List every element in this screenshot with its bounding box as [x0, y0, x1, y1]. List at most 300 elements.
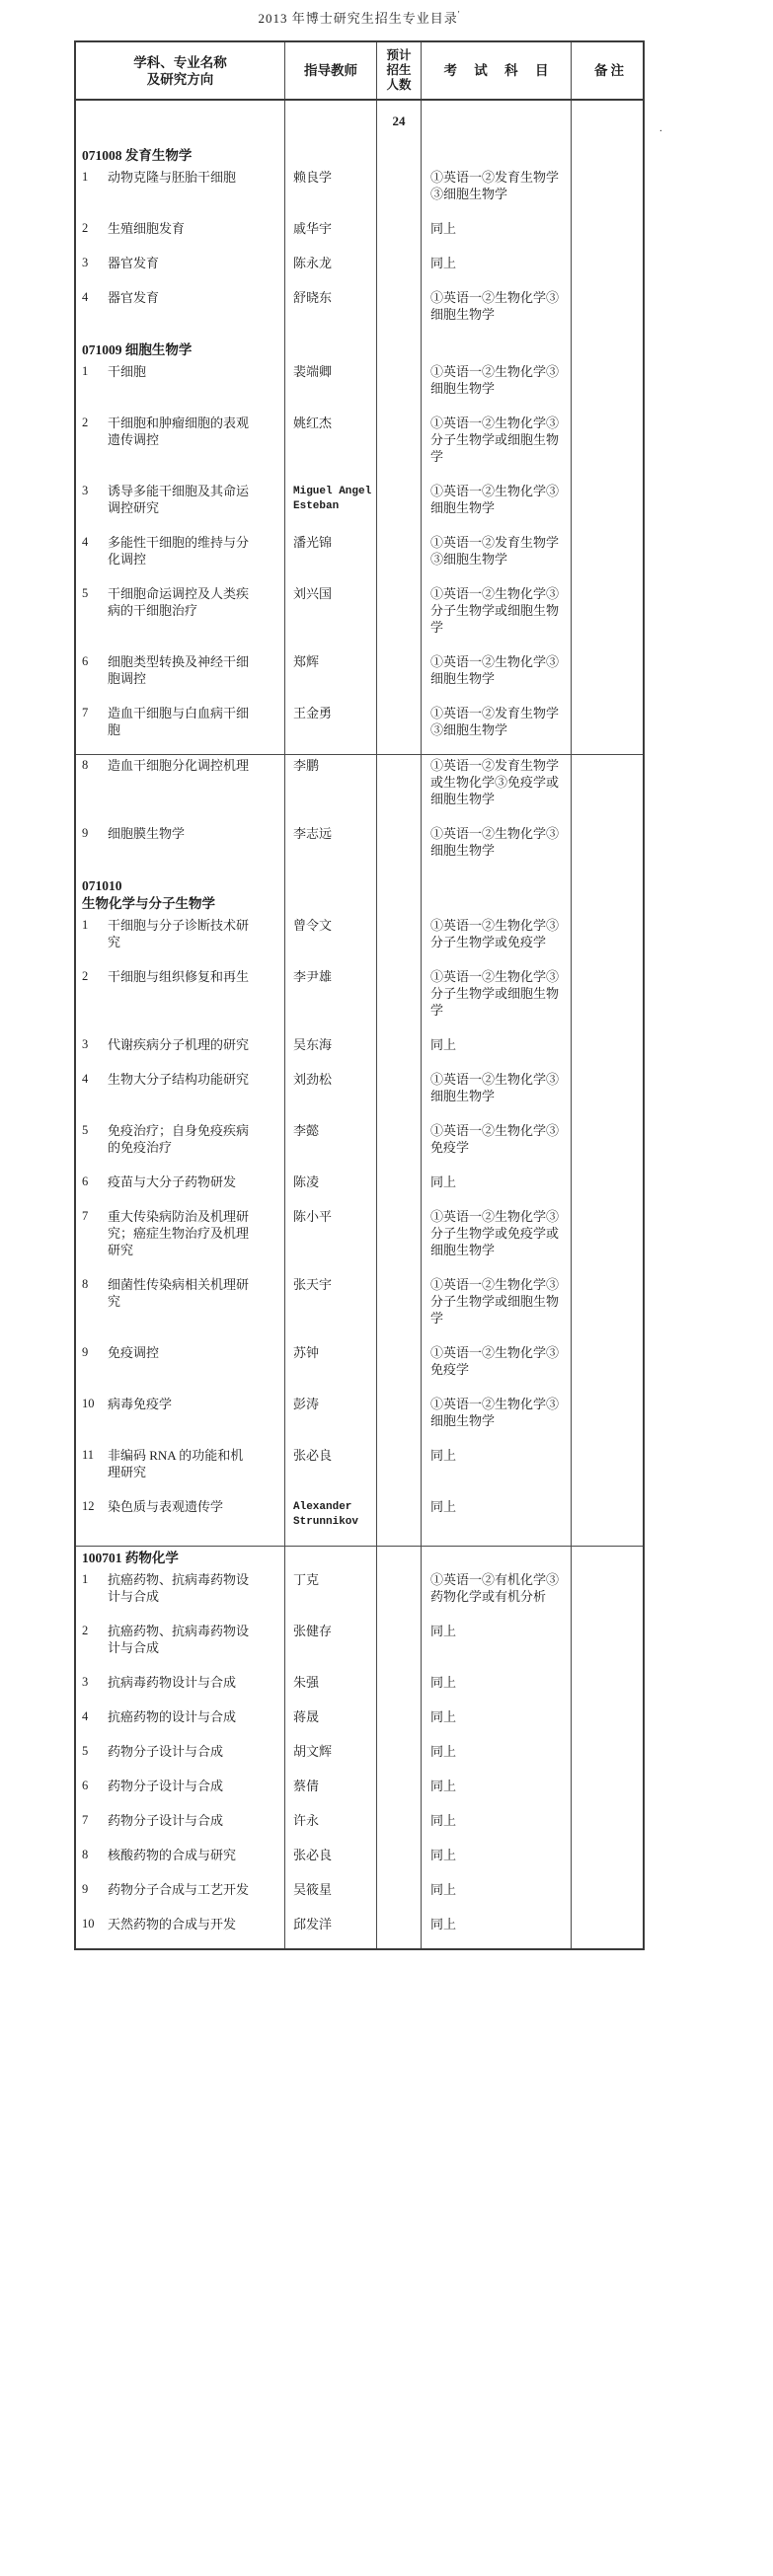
quota-cell — [377, 253, 422, 287]
advisor-cell: 李懿 — [285, 1120, 377, 1172]
exam-text: ①英语一②发育生物学或生物化学③免疫学或细胞生物学 — [430, 758, 560, 806]
header-subject — [76, 42, 285, 99]
direction-number: 9 — [82, 1345, 89, 1359]
notes-cell — [572, 1810, 647, 1845]
notes-cell — [572, 481, 647, 532]
exam-cell — [422, 1706, 572, 1741]
direction-text: 细胞膜生物学 — [108, 826, 186, 841]
empty-cell — [422, 339, 572, 361]
direction-cell — [76, 823, 285, 874]
direction-text: 非编码 RNA 的功能和机理研究 — [108, 1448, 244, 1479]
direction-number: 6 — [82, 1174, 89, 1188]
direction-text: 生殖细胞发育 — [108, 221, 186, 236]
quota-cell — [377, 1172, 422, 1206]
direction-number: 2 — [82, 1624, 89, 1637]
admissions-table — [74, 40, 645, 1950]
empty-cell — [377, 1547, 422, 1569]
notes-cell — [572, 413, 647, 481]
direction-number: 5 — [82, 1123, 89, 1137]
exam-text: 同上 — [430, 1813, 457, 1828]
notes-cell — [572, 1274, 647, 1342]
notes-cell — [572, 1879, 647, 1914]
direction-cell — [76, 287, 285, 339]
direction-number: 1 — [82, 364, 89, 378]
advisor-cell: 吴东海 — [285, 1034, 377, 1069]
notes-cell — [572, 1172, 647, 1206]
direction-number: 4 — [82, 290, 89, 304]
quota-cell — [377, 1394, 422, 1445]
direction-number: 9 — [82, 1882, 89, 1896]
quota-cell — [377, 287, 422, 339]
direction-text: 抗病毒药物设计与合成 — [108, 1675, 237, 1690]
direction-text: 抗癌药物、抗病毒药物设计与合成 — [108, 1624, 250, 1655]
exam-cell — [422, 1496, 572, 1546]
empty-cell — [285, 144, 377, 167]
direction-text: 造血干细胞与白血病干细胞 — [108, 706, 250, 737]
advisor-cell: Alexander Strunnikov — [285, 1496, 377, 1546]
header-subject-line1: 学科、专业名称 — [133, 54, 227, 70]
notes-cell — [572, 966, 647, 1034]
section-title-line: 生物化学与分子生物学 — [82, 896, 215, 911]
exam-text: 同上 — [430, 1709, 457, 1724]
notes-cell — [572, 361, 647, 413]
exam-cell — [422, 1342, 572, 1394]
header-advisor-label: 指导教师 — [304, 63, 357, 78]
notes-cell — [572, 1069, 647, 1120]
exam-text: ①英语一②生物化学③分子生物学或细胞生物学 — [430, 969, 560, 1018]
advisor-cell: 王金勇 — [285, 703, 377, 754]
notes-cell — [572, 1206, 647, 1274]
exam-text: ①英语一②有机化学③药物化学或有机分析 — [430, 1572, 560, 1604]
advisor-cell: 张必良 — [285, 1445, 377, 1496]
direction-text: 药物分子设计与合成 — [108, 1779, 224, 1793]
exam-cell — [422, 1810, 572, 1845]
exam-text: ①英语一②生物化学③细胞生物学 — [430, 654, 560, 686]
direction-cell — [76, 1741, 285, 1776]
direction-cell — [76, 1445, 285, 1496]
notes-cell — [572, 1445, 647, 1496]
direction-number: 8 — [82, 1848, 89, 1861]
exam-cell — [422, 703, 572, 754]
exam-cell — [422, 583, 572, 651]
direction-text: 器官发育 — [108, 290, 160, 305]
quota-cell — [377, 1274, 422, 1342]
direction-number: 11 — [82, 1448, 95, 1462]
direction-cell — [76, 1120, 285, 1172]
direction-cell — [76, 481, 285, 532]
exam-cell — [422, 1776, 572, 1810]
exam-text: ①英语一②生物化学③细胞生物学 — [430, 1072, 560, 1103]
table-page-block — [76, 1547, 643, 1948]
exam-text: ①英语一②生物化学③分子生物学或免疫学 — [430, 918, 560, 949]
exam-text: 同上 — [430, 221, 457, 236]
table-body — [76, 101, 643, 1948]
notes-cell — [572, 287, 647, 339]
advisor-cell: 苏钟 — [285, 1342, 377, 1394]
exam-cell — [422, 532, 572, 583]
direction-number: 1 — [82, 170, 89, 184]
advisor-cell: 邱发洋 — [285, 1914, 377, 1948]
notes-cell — [572, 1569, 647, 1621]
exam-text: ①英语一②发育生物学③细胞生物学 — [430, 535, 560, 567]
direction-text: 病毒免疫学 — [108, 1397, 173, 1411]
catalog-document — [74, 8, 645, 1950]
advisor-cell: 蒋晟 — [285, 1706, 377, 1741]
exam-cell — [422, 1569, 572, 1621]
exam-text: 同上 — [430, 1499, 457, 1514]
direction-cell — [76, 1845, 285, 1879]
exam-text: 同上 — [430, 1848, 457, 1862]
section-title-cell — [76, 1547, 285, 1569]
header-notes — [572, 42, 647, 99]
direction-number: 1 — [82, 918, 89, 932]
quota-cell — [377, 1069, 422, 1120]
empty-cell — [377, 144, 422, 167]
exam-cell — [422, 1879, 572, 1914]
quota-total-cell: 24 — [377, 101, 422, 144]
page-title — [74, 8, 645, 27]
direction-number: 5 — [82, 586, 89, 600]
notes-cell — [572, 1394, 647, 1445]
exam-text: 同上 — [430, 1744, 457, 1759]
direction-cell — [76, 1342, 285, 1394]
page-title-text: 2013 年博士研究生招生专业目录 — [258, 11, 458, 26]
advisor-cell: 郑辉 — [285, 651, 377, 703]
direction-text: 抗癌药物、抗病毒药物设计与合成 — [108, 1572, 250, 1604]
advisor-cell: 戚华宇 — [285, 218, 377, 253]
exam-text: ①英语一②生物化学③分子生物学或免疫学或细胞生物学 — [430, 1209, 560, 1257]
exam-cell — [422, 253, 572, 287]
exam-cell — [422, 1445, 572, 1496]
notes-cell — [572, 915, 647, 966]
notes-cell — [572, 651, 647, 703]
direction-cell — [76, 253, 285, 287]
direction-number: 8 — [82, 1277, 89, 1291]
exam-cell — [422, 481, 572, 532]
notes-cell — [572, 1672, 647, 1706]
direction-number: 10 — [82, 1397, 95, 1410]
direction-text: 器官发育 — [108, 256, 160, 270]
direction-number: 10 — [82, 1917, 95, 1931]
section-title-line: 071008 发育生物学 — [82, 148, 193, 163]
direction-text: 抗癌药物的设计与合成 — [108, 1709, 237, 1724]
exam-cell — [422, 218, 572, 253]
direction-cell — [76, 532, 285, 583]
quota-cell — [377, 1621, 422, 1672]
notes-cell — [572, 1706, 647, 1741]
direction-number: 3 — [82, 1037, 89, 1051]
advisor-cell: 刘劲松 — [285, 1069, 377, 1120]
exam-cell — [422, 1621, 572, 1672]
direction-number: 3 — [82, 1675, 89, 1689]
direction-cell — [76, 1879, 285, 1914]
direction-cell — [76, 1672, 285, 1706]
direction-text: 干细胞与组织修复和再生 — [108, 969, 250, 984]
advisor-cell: 张健存 — [285, 1621, 377, 1672]
direction-cell — [76, 218, 285, 253]
header-exam-label: 考 试 科 目 — [443, 63, 556, 78]
notes-cell — [572, 167, 647, 218]
direction-number: 3 — [82, 484, 89, 497]
direction-text: 多能性干细胞的维持与分化调控 — [108, 535, 250, 567]
direction-cell — [76, 1069, 285, 1120]
advisor-cell: 彭涛 — [285, 1394, 377, 1445]
direction-text: 诱导多能干细胞及其命运调控研究 — [108, 484, 250, 515]
section-title-cell — [76, 339, 285, 361]
direction-text: 天然药物的合成与开发 — [108, 1917, 237, 1932]
quota-spacer-cell — [285, 101, 377, 144]
direction-cell — [76, 1621, 285, 1672]
empty-cell — [285, 339, 377, 361]
empty-cell — [285, 874, 377, 915]
exam-cell — [422, 361, 572, 413]
exam-text: 同上 — [430, 1675, 457, 1690]
advisor-cell: 李鹏 — [285, 755, 377, 823]
quota-cell — [377, 218, 422, 253]
exam-cell — [422, 287, 572, 339]
exam-text: 同上 — [430, 1882, 457, 1897]
direction-cell — [76, 1172, 285, 1206]
direction-number: 7 — [82, 1209, 89, 1223]
exam-text: 同上 — [430, 1037, 457, 1052]
quota-cell — [377, 1776, 422, 1810]
advisor-cell: 蔡倩 — [285, 1776, 377, 1810]
exam-text: ①英语一②生物化学③分子生物学或细胞生物学 — [430, 586, 560, 635]
header-subject-line2: 及研究方向 — [146, 71, 214, 87]
exam-text: ①英语一②生物化学③分子生物学或细胞生物学 — [430, 1277, 560, 1326]
exam-cell — [422, 1274, 572, 1342]
quota-cell — [377, 1034, 422, 1069]
quota-spacer-cell — [572, 101, 647, 144]
quota-cell — [377, 1445, 422, 1496]
exam-text: 同上 — [430, 1917, 457, 1932]
table-page-block — [76, 755, 643, 1547]
quota-cell — [377, 413, 422, 481]
quota-cell — [377, 1914, 422, 1948]
quota-cell — [377, 167, 422, 218]
advisor-cell: 丁克 — [285, 1569, 377, 1621]
advisor-cell: 陈永龙 — [285, 253, 377, 287]
notes-cell — [572, 1741, 647, 1776]
direction-number: 6 — [82, 654, 89, 668]
exam-text: ①英语一②生物化学③细胞生物学 — [430, 826, 560, 858]
advisor-cell: 李尹雄 — [285, 966, 377, 1034]
quota-cell — [377, 361, 422, 413]
direction-text: 核酸药物的合成与研究 — [108, 1848, 237, 1862]
exam-cell — [422, 167, 572, 218]
direction-number: 2 — [82, 969, 89, 983]
exam-cell — [422, 915, 572, 966]
direction-cell — [76, 1569, 285, 1621]
empty-cell — [285, 1547, 377, 1569]
advisor-cell: 张必良 — [285, 1845, 377, 1879]
direction-cell — [76, 1776, 285, 1810]
quota-spacer-cell — [76, 101, 285, 144]
advisor-cell: 潘光锦 — [285, 532, 377, 583]
exam-cell — [422, 966, 572, 1034]
page-title-mark: ' — [457, 9, 461, 20]
direction-number: 4 — [82, 535, 89, 549]
direction-number: 2 — [82, 221, 89, 235]
section-title-line: 100701 药物化学 — [82, 1551, 179, 1565]
quota-cell — [377, 532, 422, 583]
direction-cell — [76, 1914, 285, 1948]
direction-text: 干细胞 — [108, 364, 147, 379]
direction-cell — [76, 361, 285, 413]
exam-text: 同上 — [430, 256, 457, 270]
direction-text: 干细胞和肿瘤细胞的表观遗传调控 — [108, 416, 250, 447]
exam-text: 同上 — [430, 1624, 457, 1638]
direction-cell — [76, 651, 285, 703]
notes-cell — [572, 1776, 647, 1810]
direction-text: 药物分子设计与合成 — [108, 1744, 224, 1759]
empty-cell — [377, 874, 422, 915]
exam-cell — [422, 1672, 572, 1706]
advisor-cell: 吴筱星 — [285, 1879, 377, 1914]
direction-cell — [76, 1394, 285, 1445]
exam-text: 同上 — [430, 1448, 457, 1463]
quota-cell — [377, 1120, 422, 1172]
quota-cell — [377, 823, 422, 874]
direction-text: 造血干细胞分化调控机理 — [108, 758, 250, 773]
table-page-block — [76, 101, 643, 755]
quota-cell — [377, 1569, 422, 1621]
empty-cell — [572, 874, 647, 915]
advisor-cell: 张天宇 — [285, 1274, 377, 1342]
quota-cell — [377, 915, 422, 966]
direction-cell — [76, 755, 285, 823]
advisor-cell: Miguel Angel Esteban — [285, 481, 377, 532]
exam-text: 同上 — [430, 1174, 457, 1189]
quota-cell — [377, 583, 422, 651]
direction-text: 细胞类型转换及神经干细胞调控 — [108, 654, 250, 686]
header-quota-line2: 招生 — [386, 63, 412, 77]
header-quota-line1: 预计 — [386, 48, 412, 62]
notes-cell — [572, 1845, 647, 1879]
notes-cell — [572, 1496, 647, 1546]
notes-cell — [572, 253, 647, 287]
exam-cell — [422, 755, 572, 823]
direction-text: 重大传染病防治及机理研究；癌症生物治疗及机理研究 — [108, 1209, 250, 1257]
direction-cell — [76, 167, 285, 218]
scan-noise-dot: . — [659, 122, 662, 134]
advisor-cell: 舒晓东 — [285, 287, 377, 339]
direction-cell — [76, 1206, 285, 1274]
header-advisor — [285, 42, 377, 99]
advisor-cell: 陈小平 — [285, 1206, 377, 1274]
direction-number: 7 — [82, 1813, 89, 1827]
direction-text: 免疫治疗；自身免疫疾病的免疫治疗 — [108, 1123, 250, 1155]
empty-cell — [572, 339, 647, 361]
direction-number: 4 — [82, 1709, 89, 1723]
direction-text: 干细胞命运调控及人类疾病的干细胞治疗 — [108, 586, 250, 618]
empty-cell — [572, 1547, 647, 1569]
quota-cell — [377, 966, 422, 1034]
quota-cell — [377, 1706, 422, 1741]
direction-number: 6 — [82, 1779, 89, 1792]
quota-cell — [377, 1845, 422, 1879]
advisor-cell: 曾令文 — [285, 915, 377, 966]
direction-text: 免疫调控 — [108, 1345, 160, 1360]
quota-cell — [377, 1206, 422, 1274]
header-exam — [422, 42, 572, 99]
section-title-cell — [76, 874, 285, 915]
direction-cell — [76, 1274, 285, 1342]
direction-number: 5 — [82, 1744, 89, 1758]
quota-cell — [377, 703, 422, 754]
direction-cell — [76, 703, 285, 754]
header-quota — [377, 42, 422, 99]
advisor-cell: 朱强 — [285, 1672, 377, 1706]
exam-cell — [422, 413, 572, 481]
direction-cell — [76, 1706, 285, 1741]
section-title-line: 071010 — [82, 878, 122, 893]
advisor-cell: 李志远 — [285, 823, 377, 874]
table-header-row — [76, 42, 643, 101]
exam-text: ①英语一②生物化学③细胞生物学 — [430, 364, 560, 396]
exam-cell — [422, 1120, 572, 1172]
empty-cell — [422, 144, 572, 167]
quota-cell — [377, 1810, 422, 1845]
exam-cell — [422, 1206, 572, 1274]
direction-number: 7 — [82, 706, 89, 720]
quota-cell — [377, 1879, 422, 1914]
direction-cell — [76, 1496, 285, 1546]
exam-cell — [422, 1741, 572, 1776]
direction-text: 动物克隆与胚胎干细胞 — [108, 170, 237, 185]
exam-cell — [422, 823, 572, 874]
section-title-line: 071009 细胞生物学 — [82, 342, 193, 357]
exam-cell — [422, 651, 572, 703]
header-quota-line3: 人数 — [386, 78, 412, 92]
exam-text: ①英语一②生物化学③细胞生物学 — [430, 1397, 560, 1428]
advisor-cell: 许永 — [285, 1810, 377, 1845]
advisor-cell: 姚红杰 — [285, 413, 377, 481]
notes-cell — [572, 1621, 647, 1672]
exam-text: 同上 — [430, 1779, 457, 1793]
quota-cell — [377, 755, 422, 823]
direction-cell — [76, 966, 285, 1034]
direction-number: 3 — [82, 256, 89, 269]
direction-cell — [76, 1810, 285, 1845]
direction-number: 2 — [82, 416, 89, 429]
notes-cell — [572, 823, 647, 874]
direction-number: 12 — [82, 1499, 95, 1513]
direction-number: 9 — [82, 826, 89, 840]
advisor-cell: 刘兴国 — [285, 583, 377, 651]
empty-cell — [422, 1547, 572, 1569]
exam-text: ①英语一②生物化学③细胞生物学 — [430, 290, 560, 322]
quota-cell — [377, 651, 422, 703]
exam-text: ①英语一②生物化学③免疫学 — [430, 1345, 560, 1377]
notes-cell — [572, 755, 647, 823]
direction-number: 8 — [82, 758, 89, 772]
direction-text: 药物分子设计与合成 — [108, 1813, 224, 1828]
direction-text: 药物分子合成与工艺开发 — [108, 1882, 250, 1897]
exam-cell — [422, 1845, 572, 1879]
section-title-cell — [76, 144, 285, 167]
notes-cell — [572, 1034, 647, 1069]
quota-cell — [377, 1672, 422, 1706]
advisor-cell: 陈凌 — [285, 1172, 377, 1206]
exam-cell — [422, 1069, 572, 1120]
notes-cell — [572, 1120, 647, 1172]
direction-cell — [76, 583, 285, 651]
notes-cell — [572, 1914, 647, 1948]
exam-text: ①英语一②生物化学③分子生物学或细胞生物学 — [430, 416, 560, 464]
advisor-cell: 赖良学 — [285, 167, 377, 218]
direction-text: 代谢疾病分子机理的研究 — [108, 1037, 250, 1052]
